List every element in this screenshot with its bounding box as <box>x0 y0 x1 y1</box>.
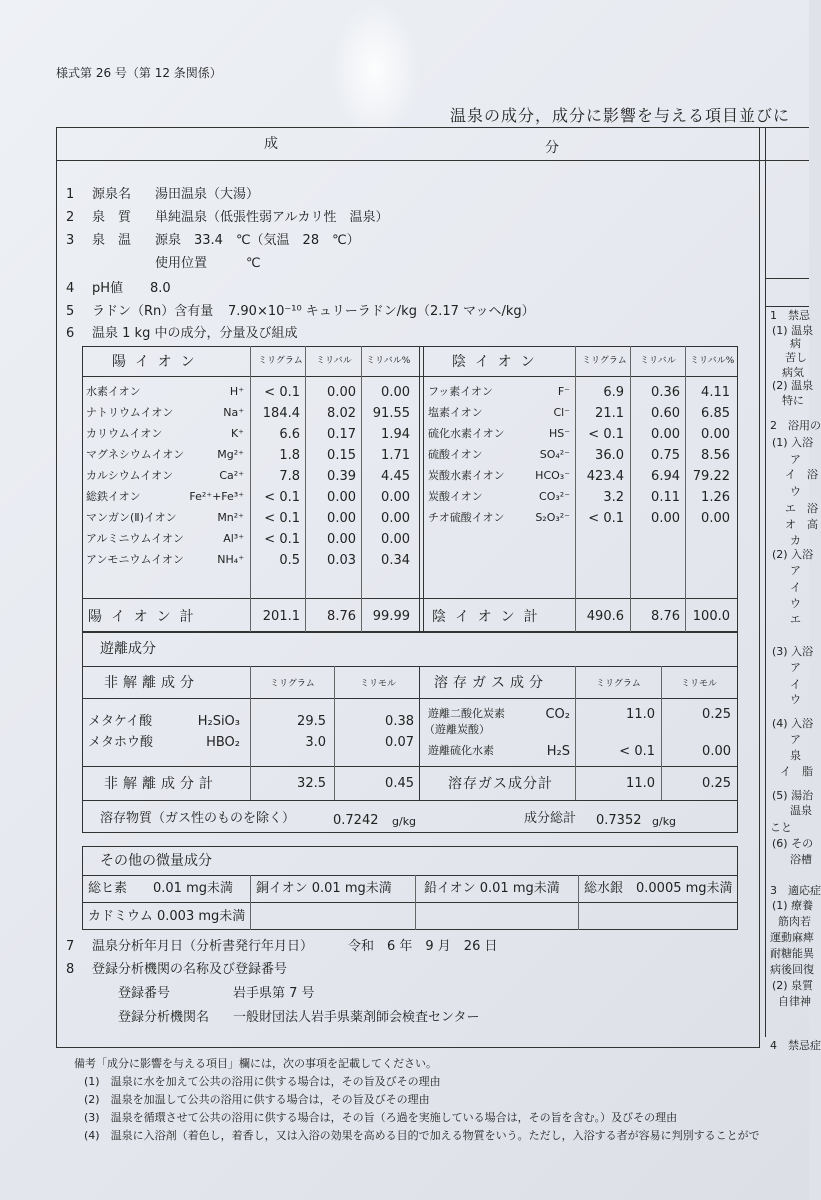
cation-pct: 0.00 <box>381 511 410 526</box>
dissolved-label: 溶存物質（ガス性のものを除く） <box>100 811 296 826</box>
form-number: 様式第 26 号（第 12 条関係） <box>56 66 222 80</box>
light-glare <box>330 0 420 140</box>
right-col-text: 運動麻痺 <box>770 931 814 944</box>
cation-mg: 6.6 <box>279 427 300 442</box>
right-col-text: (6) その <box>772 837 814 850</box>
right-col-text: ウ <box>790 597 801 610</box>
right-col-text: 4 禁忌症 <box>770 1039 821 1052</box>
anion-mg: 6.9 <box>603 385 624 400</box>
cation-symbol: K⁺ <box>230 427 244 440</box>
item-1-value: 湯田温泉（大湯） <box>155 187 260 202</box>
cation-mval: 0.17 <box>327 427 356 442</box>
cation-symbol: Mn²⁺ <box>217 511 244 524</box>
anion-pct: 79.22 <box>692 469 730 484</box>
right-col-text: 苦し <box>785 351 807 364</box>
anion-unit-mval: ミリバル <box>640 356 676 366</box>
anion-mg: 3.2 <box>603 490 624 505</box>
right-top-line <box>760 127 809 128</box>
cation-mval: 0.00 <box>327 385 356 400</box>
nondiss-total-label: 非解離成分計 <box>104 776 218 792</box>
cation-name: カルシウムイオン <box>86 469 174 482</box>
right-col-text: 筋肉若 <box>778 915 811 928</box>
right-col-text: (2) 泉質 <box>772 979 814 992</box>
anion-mg: 36.0 <box>595 448 624 463</box>
item-3-num: 3 <box>66 233 75 248</box>
anion-title: 陰イオン <box>452 354 544 370</box>
trace-col-line-1 <box>250 875 251 930</box>
nondiss-total-mg: 32.5 <box>297 776 326 791</box>
right-col-text: 1 禁忌 <box>770 309 810 322</box>
ion-total-line <box>82 598 738 599</box>
right-col-text: (4) 入浴 <box>772 717 814 730</box>
right-col-text: エ 浴 <box>785 502 818 515</box>
cation-unit-pct: ミリバル% <box>366 356 411 366</box>
item-7-label: 温泉分析年月日（分析書発行年月日） <box>92 939 314 954</box>
cation-total-label: 陽イオン計 <box>88 609 203 625</box>
anion-symbol: CO₃²⁻ <box>539 490 570 503</box>
nondiss-unit-mg: ミリグラム <box>270 679 315 689</box>
right-col-text: 病後回復 <box>770 963 814 976</box>
anion-unit-mg: ミリグラム <box>582 356 627 366</box>
item-8-org-value: 一般財団法人岩手県薬剤師会検査センター <box>233 1010 480 1025</box>
nondiss-title: 非解離成分 <box>104 675 199 691</box>
cation-symbol: Na⁺ <box>223 406 244 419</box>
anion-name: 硫酸イオン <box>428 448 483 461</box>
anion-symbol: SO₄²⁻ <box>539 448 570 461</box>
item-8-label: 登録分析機関の名称及び登録番号 <box>92 962 288 977</box>
anion-symbol: HCO₃⁻ <box>535 469 570 482</box>
anion-total-pct: 100.0 <box>692 609 730 624</box>
cation-title: 陽イオン <box>112 354 204 370</box>
cation-mg: 184.4 <box>262 406 300 421</box>
notes-head: 備考「成分に影響を与える項目」欄には，次の事項を記載してください。 <box>74 1057 437 1070</box>
cation-col-line-1 <box>250 346 251 632</box>
trace-lead: 鉛イオン 0.01 mg未満 <box>424 881 560 896</box>
cation-symbol: H⁺ <box>229 385 244 398</box>
right-col-text: (1) 入浴 <box>772 436 814 449</box>
anion-pct: 1.26 <box>701 490 730 505</box>
right-col-text: 3 適応症 <box>770 884 821 897</box>
anion-mg: < 0.1 <box>588 427 624 442</box>
anion-mg: < 0.1 <box>588 511 624 526</box>
gas-row-1-mmol: 0.25 <box>702 707 731 722</box>
right-col-text: ア <box>790 733 801 746</box>
trace-copper: 銅イオン 0.01 mg未満 <box>256 881 392 896</box>
nondiss-row-1-mg: 29.5 <box>297 714 326 729</box>
item-8-reg-value: 岩手県第 7 号 <box>233 986 315 1001</box>
nondiss-total-mmol: 0.45 <box>385 776 414 791</box>
anion-mg: 423.4 <box>586 469 624 484</box>
anion-name: 炭酸水素イオン <box>428 469 505 482</box>
gas-row-1-sub: （遊離炭酸） <box>424 723 490 736</box>
cation-mval: 0.15 <box>327 448 356 463</box>
anion-pct: 6.85 <box>701 406 730 421</box>
item-8-reg-label: 登録番号 <box>118 986 171 1001</box>
nondiss-row-1-symbol: H₂SiO₃ <box>197 714 240 729</box>
anion-total-label: 陰イオン計 <box>432 609 547 625</box>
free-col-line-1 <box>250 666 251 800</box>
free-title: 遊離成分 <box>100 641 156 657</box>
right-col-text: 特に <box>782 394 804 407</box>
cation-name: マグネシウムイオン <box>86 448 185 461</box>
gas-row-1-mg: 11.0 <box>626 707 655 722</box>
gas-row-2-symbol: H₂S <box>546 744 570 759</box>
anion-total-mval: 8.76 <box>651 609 680 624</box>
trace-col-line-2 <box>415 875 416 930</box>
right-col-text: 病 <box>790 337 801 350</box>
cation-mval: 0.03 <box>327 553 356 568</box>
grand-total-value: 0.7352 <box>596 813 642 828</box>
item-7-value: 令和 6 年 9 月 26 日 <box>348 939 498 954</box>
cation-pct: 0.34 <box>381 553 410 568</box>
item-1-label: 源泉名 <box>92 187 132 202</box>
free-col-line-3 <box>575 666 576 800</box>
free-total-line <box>82 766 738 767</box>
anion-mval: 0.11 <box>651 490 680 505</box>
right-col-text: (5) 湯治 <box>772 789 814 802</box>
item-4-num: 4 <box>66 281 75 296</box>
anion-mval: 6.94 <box>651 469 680 484</box>
item-8-org-label: 登録分析機関名 <box>118 1010 210 1025</box>
right-col-text: 耐糖能異 <box>770 947 814 960</box>
item-5-value: 7.90×10⁻¹⁰ キュリーラドン/kg（2.17 マッヘ/kg） <box>228 304 535 319</box>
right-col-text: こと <box>770 821 792 834</box>
cation-total-pct: 99.99 <box>372 609 410 624</box>
anion-pct: 4.11 <box>701 385 730 400</box>
cation-mg: < 0.1 <box>264 511 300 526</box>
cation-name: アンモニウムイオン <box>86 553 184 566</box>
item-7-num: 7 <box>66 939 75 954</box>
cation-mval: 0.00 <box>327 490 356 505</box>
dissolved-unit: g/kg <box>392 815 417 828</box>
gas-total-label: 溶存ガス成分計 <box>448 776 553 792</box>
anion-name: 塩素イオン <box>428 406 483 419</box>
cation-mval: 0.00 <box>327 532 356 547</box>
item-6-label: 温泉 1 kg 中の成分，分量及び組成 <box>92 326 298 341</box>
cation-mg: 7.8 <box>279 469 300 484</box>
right-col-text: イ 脂 <box>780 765 813 778</box>
item-8-num: 8 <box>66 962 75 977</box>
cation-mval: 0.39 <box>327 469 356 484</box>
right-col-text: イ <box>790 581 801 594</box>
right-col-line-2 <box>765 306 809 307</box>
anion-pct: 0.00 <box>701 511 730 526</box>
trace-cadmium: カドミウム 0.003 mg未満 <box>88 909 246 924</box>
anion-symbol: F⁻ <box>557 385 570 398</box>
ion-header-line <box>82 376 738 377</box>
gas-row-1-symbol: CO₂ <box>545 707 570 722</box>
gas-total-mg: 11.0 <box>626 776 655 791</box>
right-col-text: (1) 温泉 <box>772 324 814 337</box>
cation-pct: 4.45 <box>381 469 410 484</box>
anion-mg: 21.1 <box>595 406 624 421</box>
anion-symbol: S₂O₃²⁻ <box>535 511 570 524</box>
free-col-line-2 <box>334 666 335 800</box>
right-col-text: ウ <box>790 693 801 706</box>
note-2: (2) 温泉を加温して公共の浴用に供する場合は，その旨及びその理由 <box>84 1093 430 1106</box>
right-col-text: ア <box>790 564 801 577</box>
right-col-text: (3) 入浴 <box>772 645 814 658</box>
anion-mval: 0.00 <box>651 427 680 442</box>
note-1: (1) 温泉に水を加えて公共の浴用に供する場合は，その旨及びその理由 <box>84 1075 441 1088</box>
nondiss-row-1-mmol: 0.38 <box>385 714 414 729</box>
item-4-value: 8.0 <box>150 281 171 296</box>
item-4-label: pH値 <box>92 281 124 296</box>
cation-name: マンガン(Ⅱ)イオン <box>86 511 177 524</box>
header-divider <box>56 160 809 161</box>
header-col1: 成 <box>264 136 278 152</box>
right-col-line-1 <box>765 278 809 279</box>
right-column-border <box>765 127 766 1037</box>
item-2-value: 単純温泉（低張性弱アルカリ性 温泉） <box>155 210 389 225</box>
cation-name: ナトリウムイオン <box>86 406 174 419</box>
item-1-num: 1 <box>66 187 75 202</box>
grand-total-label: 成分総計 <box>524 811 577 826</box>
cation-mval: 8.02 <box>327 406 356 421</box>
free-sum-line <box>82 800 738 801</box>
gas-row-1-name: 遊離二酸化炭素 <box>428 707 505 720</box>
anion-name: フッ素イオン <box>428 385 493 398</box>
cation-symbol: Al³⁺ <box>223 532 244 545</box>
nondiss-row-2-symbol: HBO₂ <box>206 735 240 750</box>
cation-pct: 0.00 <box>381 532 410 547</box>
anion-name: チオ硫酸イオン <box>428 511 505 524</box>
gas-unit-mmol: ミリモル <box>681 679 718 689</box>
item-2-num: 2 <box>66 210 75 225</box>
anion-mval: 0.36 <box>651 385 680 400</box>
nondiss-row-1-name: メタケイ酸 <box>88 714 153 729</box>
cation-symbol: Ca²⁺ <box>219 469 244 482</box>
note-4: (4) 温泉に入浴剤（着色し，着香し，又は入浴の効果を高める目的で加える物質をいう。ただし，入浴する者が容易に判別することがで <box>84 1129 760 1142</box>
nondiss-row-2-mmol: 0.07 <box>385 735 414 750</box>
free-title-line <box>82 666 738 667</box>
cation-name: 水素イオン <box>86 385 141 398</box>
cation-name: 総鉄イオン <box>86 490 141 503</box>
right-col-text: ウ <box>790 485 801 498</box>
cation-unit-mval: ミリバル <box>316 356 352 366</box>
cation-name: アルミニウムイオン <box>86 532 184 545</box>
right-col-text: ア <box>790 453 801 466</box>
right-col-text: イ 浴 <box>785 468 818 481</box>
ion-table-center-divider <box>419 346 420 632</box>
cation-pct: 91.55 <box>372 406 410 421</box>
right-col-text: 自律神 <box>778 995 811 1008</box>
ion-table-center-divider-2 <box>423 346 424 632</box>
free-components-table <box>82 632 738 833</box>
cation-pct: 0.00 <box>381 490 410 505</box>
trace-col-line-3 <box>578 875 579 930</box>
cation-mg: 0.5 <box>279 553 300 568</box>
anion-mval: 0.75 <box>651 448 680 463</box>
gas-row-2-mg: < 0.1 <box>619 744 655 759</box>
right-col-text: オ 高 <box>785 518 818 531</box>
cation-total-mval: 8.76 <box>327 609 356 624</box>
grand-total-unit: g/kg <box>652 815 677 828</box>
anion-total-mg: 490.6 <box>586 609 624 624</box>
cation-pct: 1.94 <box>381 427 410 442</box>
cation-mval: 0.00 <box>327 511 356 526</box>
free-center-line <box>419 666 420 800</box>
trace-arsenic: 総ヒ素 0.01 mg未満 <box>88 881 233 896</box>
item-3-sub: 使用位置 ℃ <box>155 256 261 271</box>
right-col-text: (2) 温泉 <box>772 379 814 392</box>
cation-symbol: Fe²⁺+Fe³⁺ <box>189 490 244 503</box>
right-col-text: 2 浴用の <box>770 419 821 432</box>
dissolved-value: 0.7242 <box>333 813 379 828</box>
right-col-text: (1) 療養 <box>772 899 814 912</box>
anion-symbol: HS⁻ <box>548 427 570 440</box>
nondiss-row-2-name: メタホウ酸 <box>88 735 154 750</box>
cation-mg: < 0.1 <box>264 490 300 505</box>
cation-mg: 1.8 <box>279 448 300 463</box>
anion-unit-pct: ミリバル% <box>690 356 735 366</box>
document-title: 温泉の成分，成分に影響を与える項目並びに <box>450 106 791 125</box>
right-col-text: エ <box>790 613 801 626</box>
anion-pct: 0.00 <box>701 427 730 442</box>
right-col-text: イ <box>790 678 801 691</box>
anion-name: 硫化水素イオン <box>428 427 505 440</box>
item-6-num: 6 <box>66 326 75 341</box>
cation-name: カリウムイオン <box>86 427 163 440</box>
cation-symbol: Mg²⁺ <box>217 448 244 461</box>
note-3: (3) 温泉を循環させて公共の浴用に供する場合は，その旨（ろ過を実施している場合は，その旨を含む。）及びその理由 <box>84 1111 678 1124</box>
cation-pct: 1.71 <box>381 448 410 463</box>
item-3-label: 泉 温 <box>92 233 132 248</box>
nondiss-row-2-mg: 3.0 <box>305 735 326 750</box>
anion-pct: 8.56 <box>701 448 730 463</box>
cation-unit-mg: ミリグラム <box>258 356 303 366</box>
right-col-text: (2) 入浴 <box>772 548 814 561</box>
anion-mval: 0.00 <box>651 511 680 526</box>
cation-pct: 0.00 <box>381 385 410 400</box>
right-col-text: ア <box>790 661 801 674</box>
free-col-line-4 <box>661 666 662 800</box>
right-col-text: 泉 <box>790 749 801 762</box>
item-5-num: 5 <box>66 304 75 319</box>
right-col-text: 病気 <box>782 366 804 379</box>
trace-mercury: 総水銀 0.0005 mg未満 <box>584 881 733 896</box>
header-col2: 分 <box>545 140 559 156</box>
item-5-label: ラドン（Rn）含有量 <box>92 304 214 319</box>
nondiss-unit-mmol: ミリモル <box>360 679 397 689</box>
right-col-text: カ <box>790 534 801 547</box>
gas-unit-mg: ミリグラム <box>596 679 641 689</box>
right-col-text: 浴槽 <box>790 853 812 866</box>
item-3-value: 源泉 33.4 ℃（気温 28 ℃） <box>155 233 360 248</box>
gas-row-2-name: 遊離硫化水素 <box>428 744 494 757</box>
anion-symbol: Cl⁻ <box>553 406 570 419</box>
free-header-line <box>82 698 738 699</box>
trace-title-line <box>82 875 738 876</box>
gas-total-mmol: 0.25 <box>702 776 731 791</box>
right-col-text: 温泉 <box>790 804 812 817</box>
anion-name: 炭酸イオン <box>428 490 483 503</box>
cation-mg: < 0.1 <box>264 385 300 400</box>
cation-symbol: NH₄⁺ <box>217 553 244 566</box>
cation-mg: < 0.1 <box>264 532 300 547</box>
trace-row-line <box>82 902 738 903</box>
gas-title: 溶存ガス成分 <box>434 675 548 691</box>
trace-title: その他の微量成分 <box>100 853 212 869</box>
item-2-label: 泉 質 <box>92 210 132 225</box>
gas-row-2-mmol: 0.00 <box>702 744 731 759</box>
cation-total-mg: 201.1 <box>262 609 300 624</box>
anion-mval: 0.60 <box>651 406 680 421</box>
